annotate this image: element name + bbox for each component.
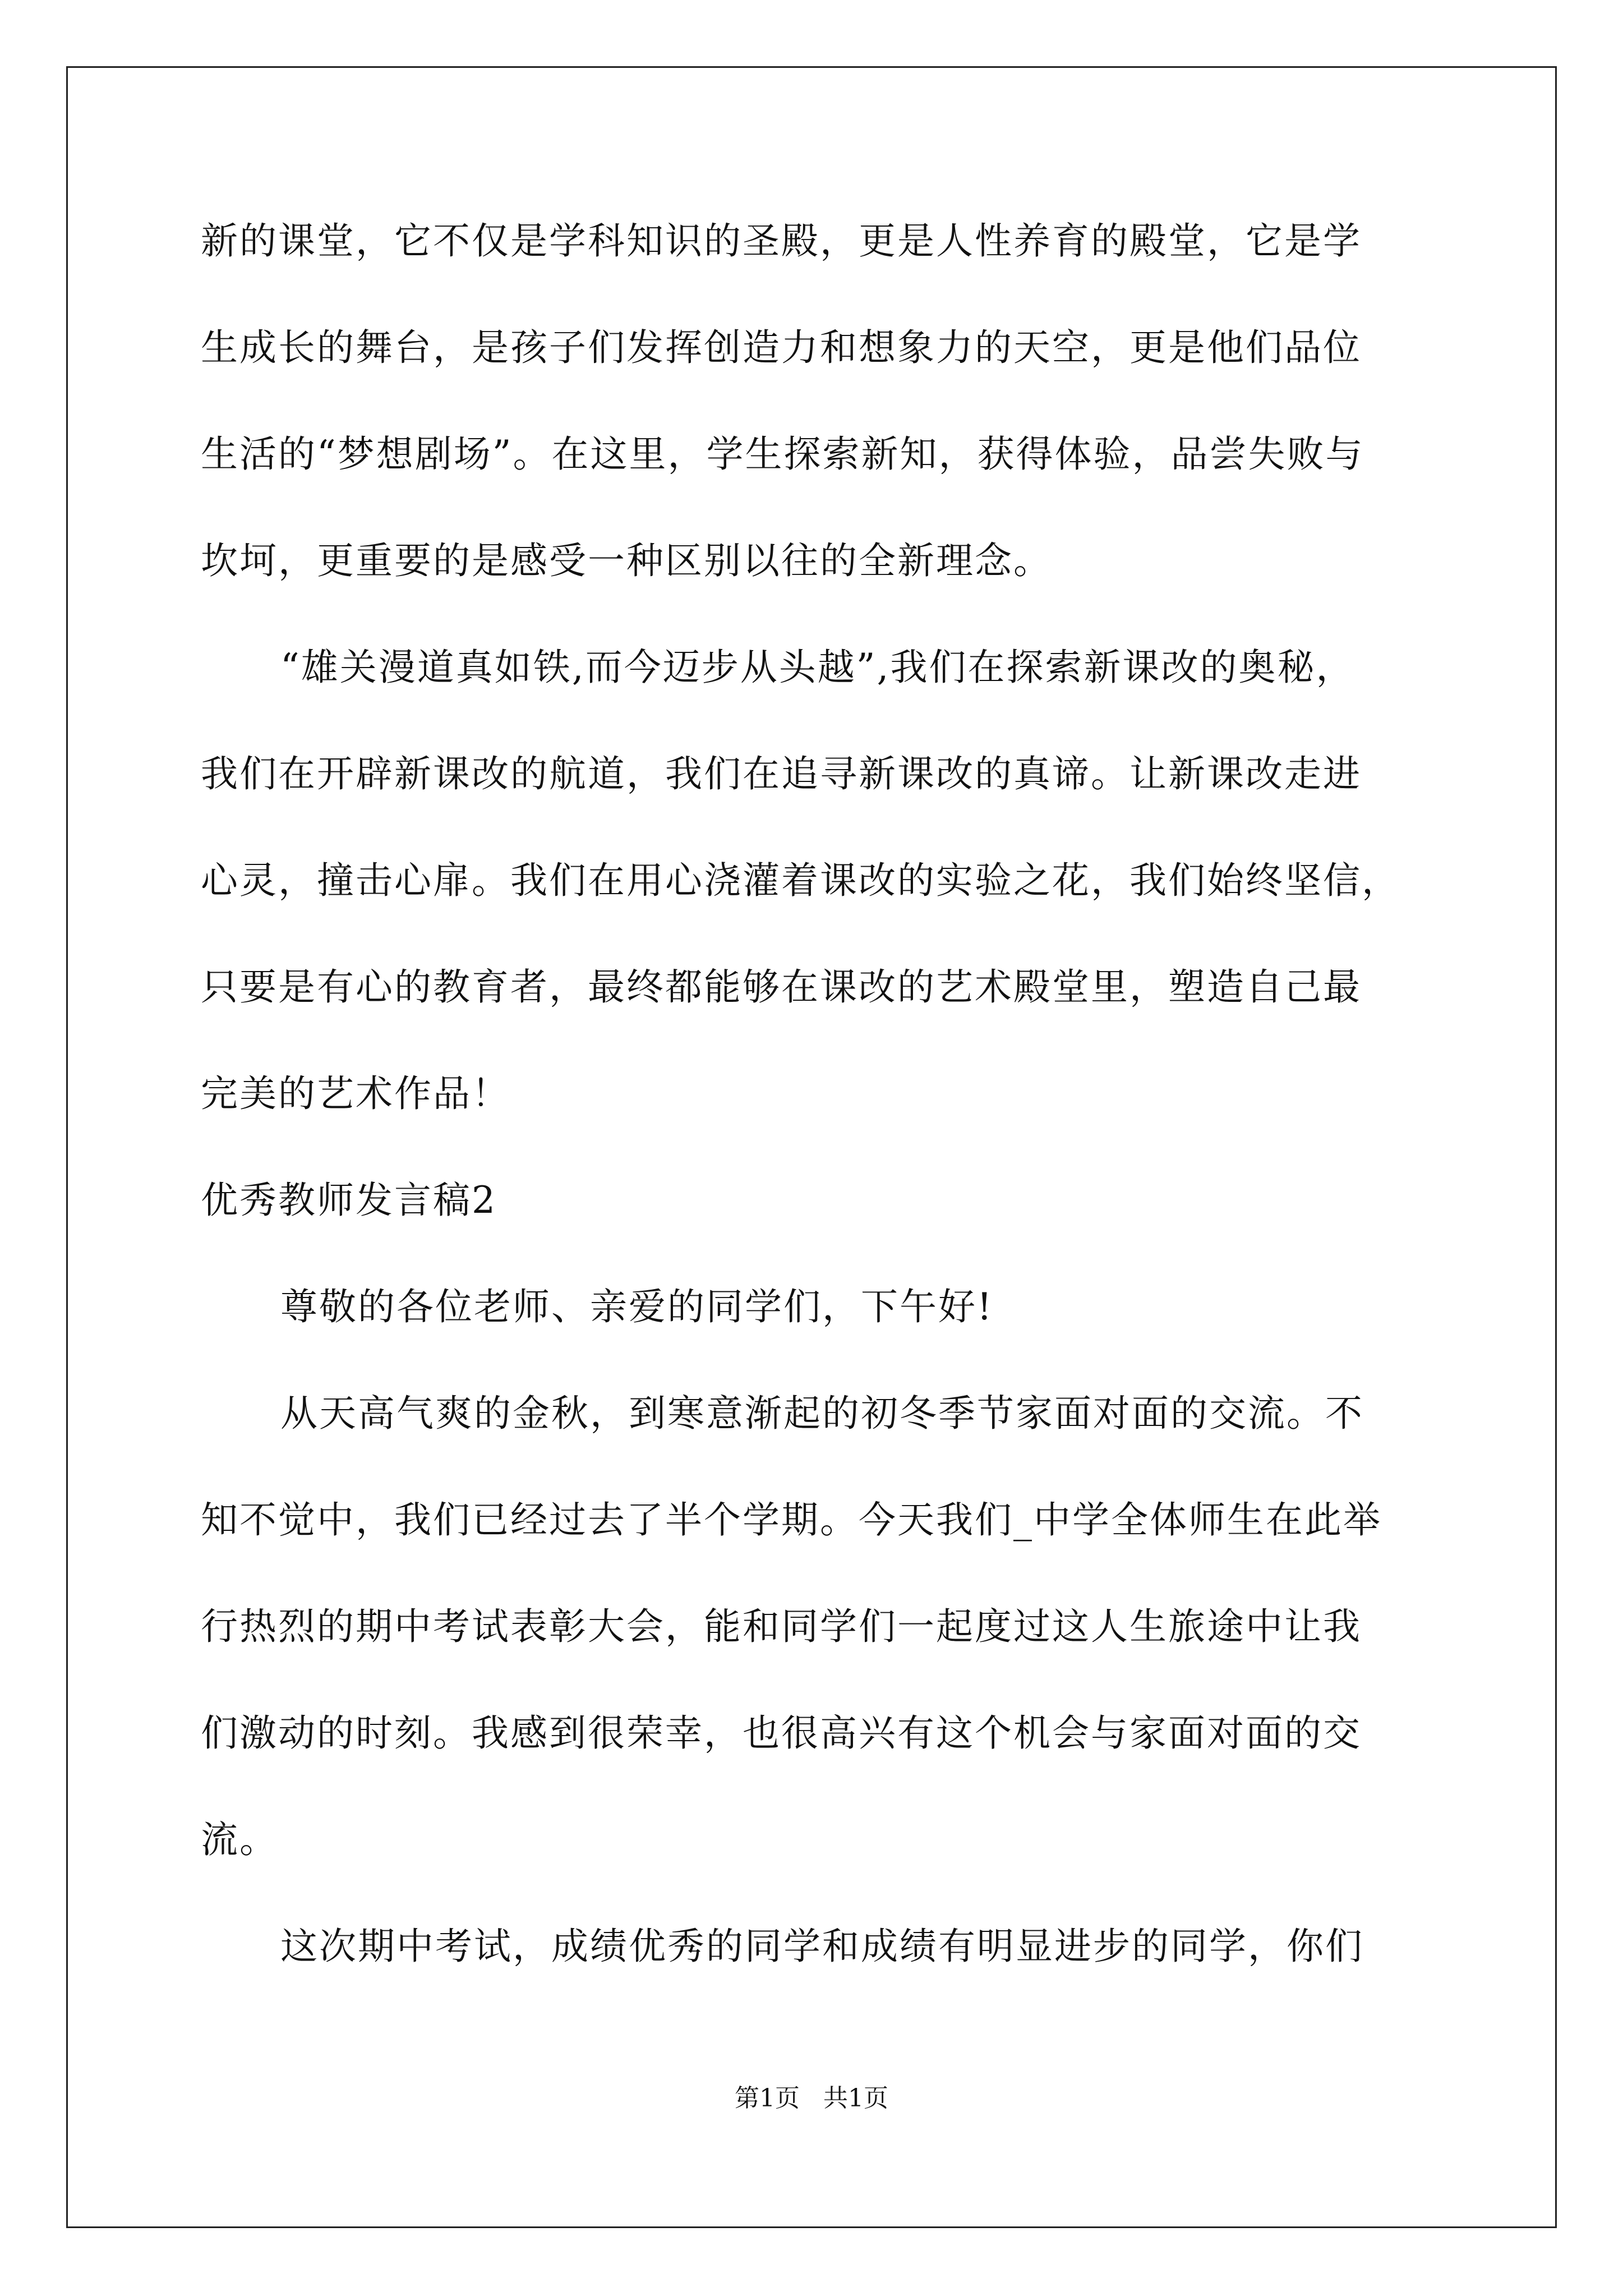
section-heading: 优秀教师发言稿2	[201, 1179, 497, 1222]
paragraph-line: 们激动的时刻。我感到很荣幸，也很高兴有这个机会与家面对面的交	[201, 1711, 1362, 1755]
paragraph-line: 生成长的舞台，是孩子们发挥创造力和想象力的天空，更是他们品位	[201, 326, 1362, 369]
paragraph-line: 知不觉中，我们已经过去了半个学期。今天我们_中学全体师生在此举	[201, 1498, 1382, 1542]
paragraph-line: 流。	[201, 1818, 278, 1861]
paragraph-line: 只要是有心的教育者，最终都能够在课改的艺术殿堂里，塑造自己最	[201, 965, 1362, 1009]
paragraph-line: 这次期中考试，成绩优秀的同学和成绩有明显进步的同学，你们	[280, 1925, 1364, 1968]
paragraph-line: 新的课堂，它不仅是学科知识的圣殿，更是人性养育的殿堂，它是学	[201, 219, 1362, 263]
page-border	[66, 66, 1557, 2228]
page-number-footer: 第1页 共1页	[735, 2084, 888, 2113]
paragraph-line: 从天高气爽的金秋，到寒意渐起的初冬季节家面对面的交流。不	[280, 1392, 1364, 1435]
paragraph-line: 心灵，撞击心扉。我们在用心浇灌着课改的实验之花，我们始终坚信，	[201, 859, 1400, 902]
paragraph-line: 我们在开辟新课改的航道，我们在追寻新课改的真谛。让新课改走进	[201, 752, 1362, 795]
paragraph-line: 生活的“梦想剧场”。在这里，学生探索新知，获得体验，品尝失败与	[201, 432, 1364, 476]
greeting-line: 尊敬的各位老师、亲爱的同学们，下午好!	[280, 1285, 994, 1328]
paragraph-line: 坎坷，更重要的是感受一种区别以往的全新理念。	[201, 539, 1052, 582]
paragraph-line: “雄关漫道真如铁,而今迈步从头越”,我们在探索新课改的奥秘，	[280, 646, 1355, 689]
paragraph-line: 完美的艺术作品！	[201, 1072, 510, 1115]
paragraph-line: 行热烈的期中考试表彰大会，能和同学们一起度过这人生旅途中让我	[201, 1605, 1362, 1648]
